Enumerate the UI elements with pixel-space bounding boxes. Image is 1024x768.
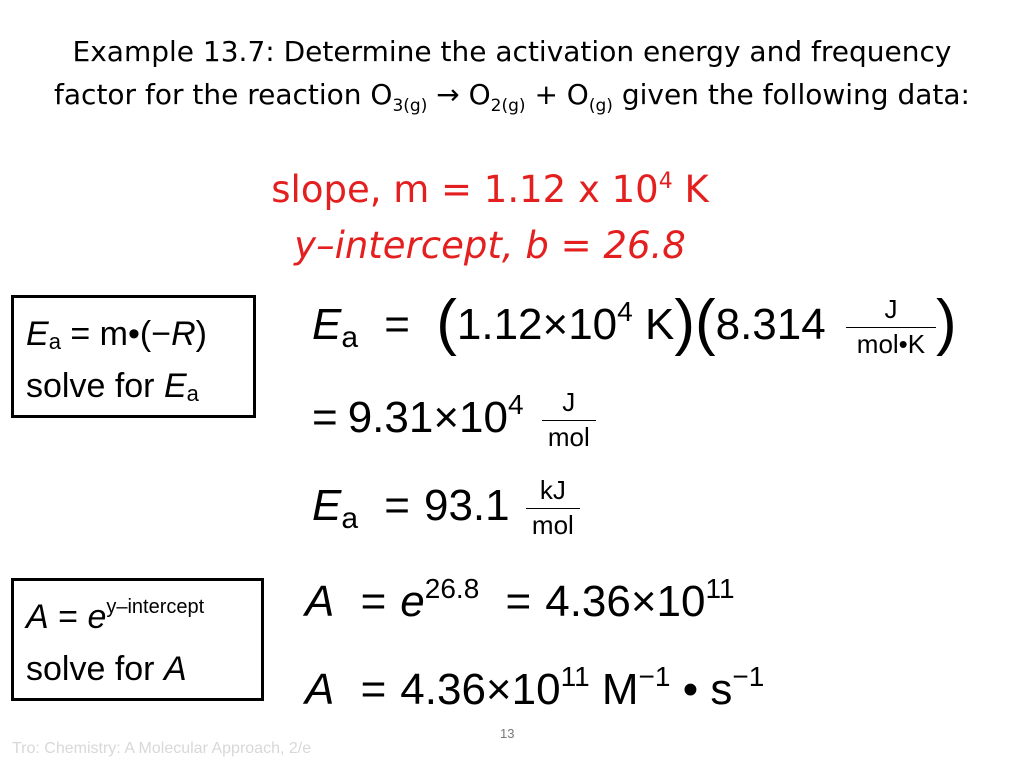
page-number: 13 <box>500 726 515 741</box>
equation-ea-joules: = $9.31\times 10^4$ $\frac{J}{\text{mol}}$ <box>312 388 596 453</box>
fraction-kj-per-mol: $\frac{kJ}{\text{mol}}$ <box>526 476 580 541</box>
intercept-text: y–intercept, b = 26.8 <box>294 224 686 267</box>
equation-a-units: $A = 4.36\times 10^{11}$ $M^{-1}$ • $s^{-1}$ <box>305 661 765 714</box>
ea-formula-line: $E_a$ = m•(−R) <box>26 315 207 354</box>
a-formula-line: $A = e^{y-intercept}$ <box>26 596 205 636</box>
arrow-symbol: → <box>436 78 460 111</box>
ea-formula-box <box>11 295 256 418</box>
a-formula-box <box>11 578 264 701</box>
fraction-j-per-mol: $\frac{J}{\text{mol}}$ <box>542 388 596 453</box>
slide-title: Example 13.7: Determine the activation energy and frequency factor for the reaction $O_{3(g)} \to O_{2(g)} + O_{(g)}$ given the following data: <box>54 35 970 116</box>
equation-ea-kilojoules: $E_a = 93.1$ $\frac{kJ}{\text{mol}}$ <box>312 476 580 541</box>
footer-source: Tro: Chemistry: A Molecular Approach, 2/e <box>12 740 312 757</box>
equation-ea-substitution: $E_a = (1.12\times 10^4$ K)(8.314 $\frac{J}{\text{mol•K}}$ ) <box>312 288 957 359</box>
slope-text: slope, m = 1.12 x $10^4$ K <box>271 168 709 211</box>
ea-solve-line: solve for $E_a$ <box>26 367 199 406</box>
fraction-j-per-mol-k: $\frac{J}{\text{mol•K}}$ <box>846 295 936 360</box>
a-solve-line: solve for A <box>26 650 187 688</box>
equation-a-exponential: $A = e^{26.8} = 4.36\times 10^{11}$ <box>305 573 735 626</box>
